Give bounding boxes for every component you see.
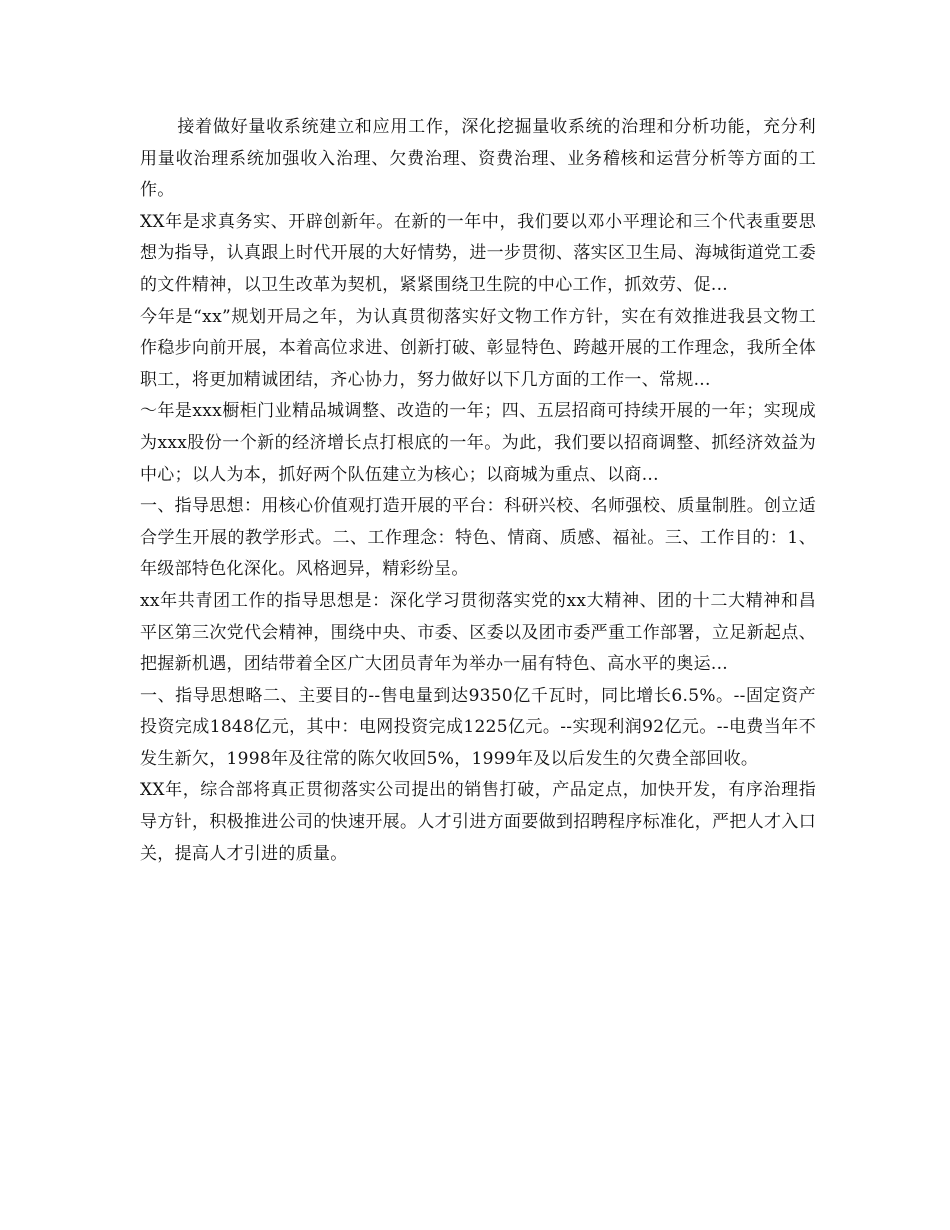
paragraph-6: xx年共青团工作的指导思想是：深化学习贯彻落实党的xx大精神、团的十二大精神和昌平区第三次党代会精神，围绕中央、市委、区委以及团市委严重工作部署，立足新起点、把握新机遇，团结带着全区广大团员青年为举办一届有特色、高水平的奥运... xyxy=(140,590,816,675)
paragraph-1: 接着做好量收系统建立和应用工作，深化挖掘量收系统的治理和分析功能，充分利用量收治理系统加强收入治理、欠费治理、资费治理、业务稽核和运营分析等方面的工作。 xyxy=(140,117,816,201)
paragraph-2: XX年是求真务实、开辟创新年。在新的一年中，我们要以邓小平理论和三个代表重要思想为指导，认真跟上时代开展的大好情势，进一步贯彻、落实区卫生局、海城街道党工委的文件精神，以卫生改革为契机，紧紧围绕卫生院的中心工作，抓效劳、促... xyxy=(140,211,816,295)
paragraph-3: 今年是“xx”规划开局之年，为认真贯彻落实好文物工作方针，实在有效推进我县文物工作稳步向前开展，本着高位求进、创新打破、彰显特色、跨越开展的工作理念，我所全体职工，将更加精诚团结，齐心协力，努力做好以下几方面的工作一、常规... xyxy=(140,306,816,390)
paragraph-7: 一、指导思想略二、主要目的--售电量到达9350亿千瓦时，同比增长6.5%。--固定资产投资完成1848亿元，其中：电网投资完成1225亿元。--实现利润92亿元。--电费当年不发生新欠，1998年及往常的陈欠收回5%，1999年及以后发生的欠费全部回收。 xyxy=(140,685,816,769)
document-body xyxy=(140,112,816,870)
paragraph-8: XX年，综合部将真正贯彻落实公司提出的销售打破，产品定点，加快开发，有序治理指导方针，积极推进公司的快速开展。人才引进方面要做到招聘程序标准化，严把人才入口关，提高人才引进的质量。 xyxy=(140,780,816,864)
paragraph-5: 一、指导思想：用核心价值观打造开展的平台：科研兴校、名师强校、质量制胜。创立适合学生开展的教学形式。二、工作理念：特色、情商、质感、福祉。三、工作目的：1、年级部特色化深化。风格迥异，精彩纷呈。 xyxy=(140,496,816,580)
paragraph-4: ～年是xxx橱柜门业精品城调整、改造的一年；四、五层招商可持续开展的一年；实现成为xxx股份一个新的经济增长点打根底的一年。为此，我们要以招商调整、抓经济效益为中心；以人为本，抓好两个队伍建立为核心；以商城为重点、以商... xyxy=(140,401,816,485)
